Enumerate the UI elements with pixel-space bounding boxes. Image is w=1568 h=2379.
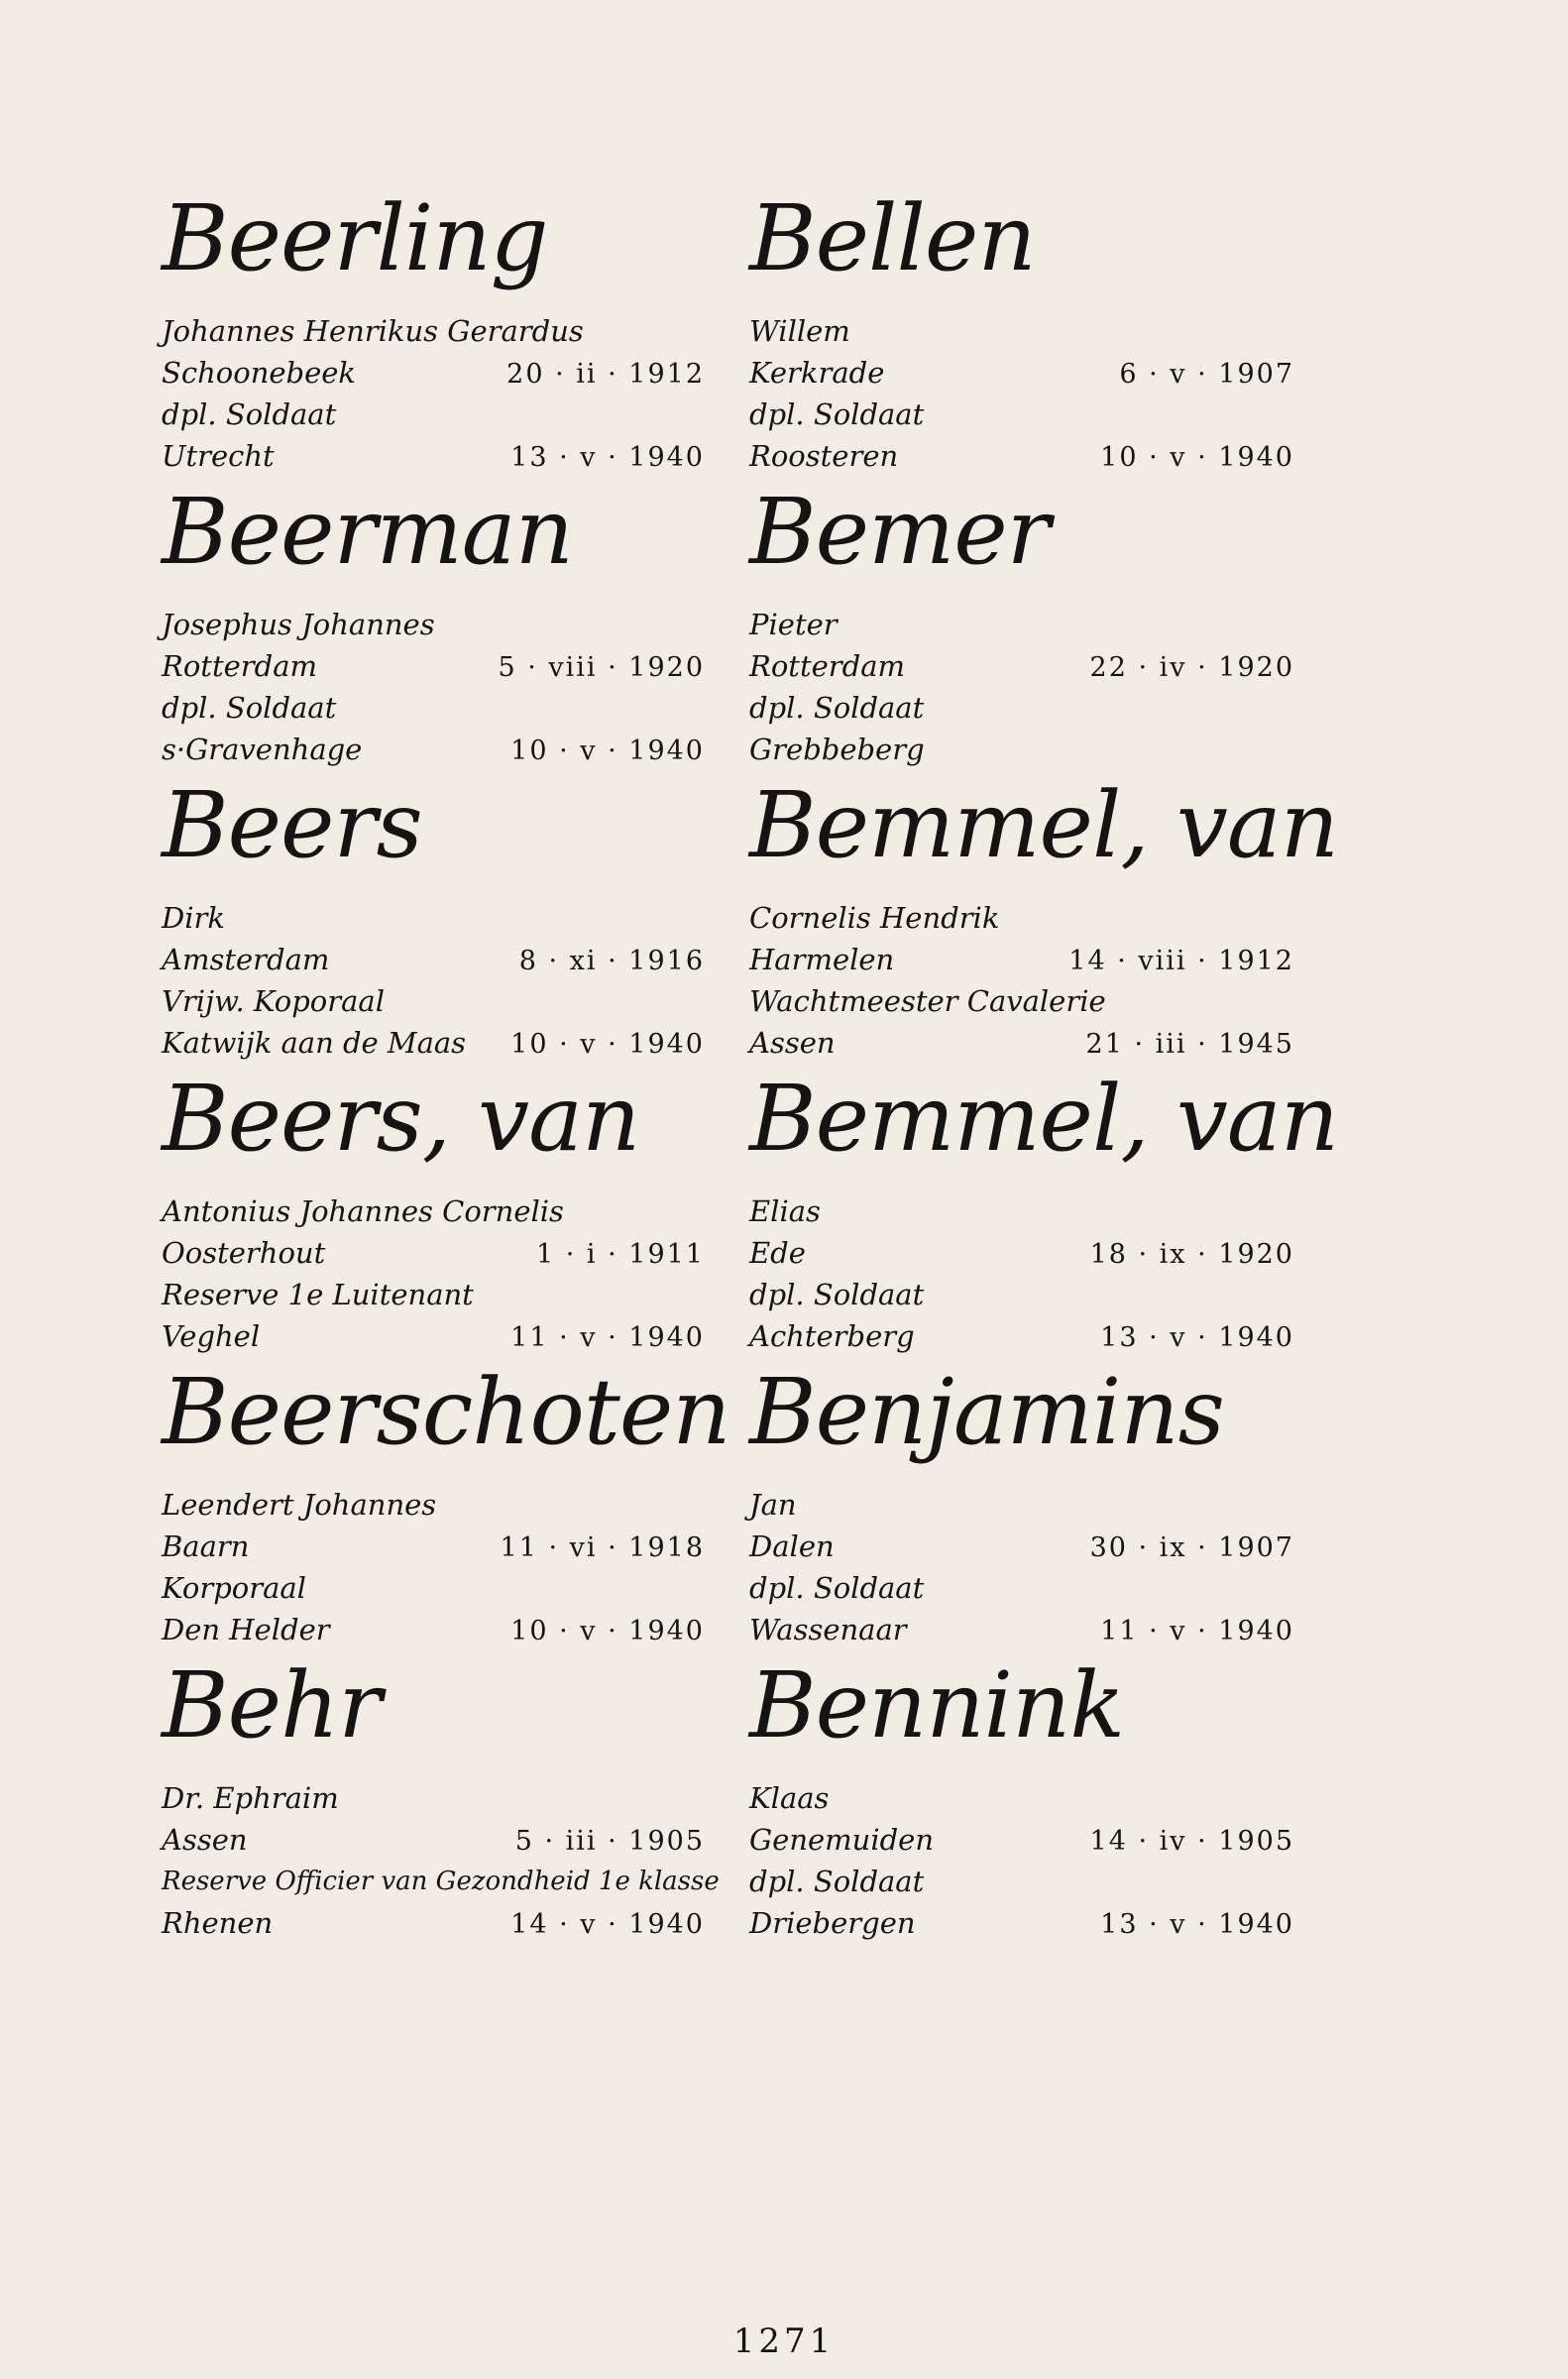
- death-place: Grebbeberg: [749, 733, 925, 766]
- birth-place: Rotterdam: [749, 649, 905, 683]
- birth-place: Genemuiden: [749, 1823, 935, 1857]
- death-line: [749, 1022, 1294, 1064]
- death-date: 10 · v · 1940: [510, 1029, 705, 1060]
- surname: Benjamins: [749, 1359, 1224, 1465]
- entry: [162, 1066, 705, 1367]
- death-date: 11 · v · 1940: [1100, 1616, 1294, 1646]
- surname: Bennink: [749, 1652, 1124, 1758]
- surname: Bellen: [749, 185, 1036, 291]
- birth-date: 5 · iii · 1905: [514, 1826, 705, 1857]
- given-names: Cornelis Hendrik: [749, 901, 1000, 935]
- death-date: 11 · v · 1940: [510, 1322, 705, 1353]
- birth-line: [749, 1232, 1294, 1274]
- birth-line: [749, 1526, 1294, 1567]
- surname: Bemer: [749, 479, 1050, 585]
- rank-line: [162, 980, 705, 1022]
- given-names: Antonius Johannes Cornelis: [162, 1194, 564, 1228]
- birth-line: [749, 352, 1294, 394]
- rank: Reserve Officier van Gezondheid 1e klasse: [162, 1867, 720, 1896]
- death-date: 10 · v · 1940: [510, 1616, 705, 1646]
- birth-place: Rotterdam: [162, 649, 317, 683]
- given-names-line: [162, 1484, 705, 1526]
- rank: Wachtmeester Cavalerie: [749, 984, 1106, 1018]
- death-place: Veghel: [162, 1319, 261, 1353]
- entry: [162, 185, 705, 487]
- death-place: Driebergen: [749, 1906, 916, 1940]
- given-names-line: [749, 1190, 1294, 1232]
- entry: [749, 772, 1338, 1074]
- given-names: Leendert Johannes: [162, 1488, 437, 1522]
- death-line: [749, 1315, 1294, 1357]
- birth-date: 6 · v · 1907: [1119, 359, 1294, 390]
- given-names-line: [162, 1190, 705, 1232]
- rank-line: [749, 1567, 1294, 1609]
- birth-place: Schoonebeek: [162, 356, 357, 390]
- rank-line: [749, 1274, 1294, 1315]
- death-place: Den Helder: [162, 1613, 330, 1646]
- given-names: Dirk: [162, 901, 225, 935]
- birth-place: Kerkrade: [749, 356, 885, 390]
- death-line: [162, 1022, 705, 1064]
- given-names: Johannes Henrikus Gerardus: [162, 314, 584, 348]
- death-place: Katwijk aan de Maas: [162, 1026, 467, 1060]
- birth-place: Baarn: [162, 1529, 250, 1563]
- rank: dpl. Soldaat: [749, 691, 925, 725]
- rank-line: [162, 394, 705, 435]
- birth-line: [162, 1526, 705, 1567]
- rank: dpl. Soldaat: [749, 1865, 925, 1898]
- page-number: 1271: [732, 2322, 836, 2361]
- birth-line: [749, 939, 1294, 980]
- birth-place: Amsterdam: [162, 943, 330, 976]
- birth-date: 18 · ix · 1920: [1089, 1239, 1294, 1270]
- death-place: Utrecht: [162, 439, 275, 473]
- birth-date: 1 · i · 1911: [535, 1239, 705, 1270]
- death-place: Achterberg: [749, 1319, 915, 1353]
- death-line: [162, 1315, 705, 1357]
- rank: Korporaal: [162, 1571, 306, 1605]
- left-column: [162, 185, 730, 1954]
- rank: dpl. Soldaat: [162, 691, 337, 725]
- birth-place: Harmelen: [749, 943, 895, 976]
- rank-line: [749, 394, 1294, 435]
- death-place: Assen: [749, 1026, 836, 1060]
- death-date: 13 · v · 1940: [510, 442, 705, 473]
- entry: [749, 1652, 1294, 1954]
- death-line: [749, 1609, 1294, 1650]
- birth-date: 20 · ii · 1912: [506, 359, 705, 390]
- death-line: [162, 1902, 705, 1944]
- birth-line: [749, 1819, 1294, 1861]
- death-place: Wassenaar: [749, 1613, 907, 1646]
- given-names: Willem: [749, 314, 850, 348]
- rank-line: [749, 1861, 1294, 1902]
- death-date: 21 · iii · 1945: [1085, 1029, 1294, 1060]
- birth-date: 14 · iv · 1905: [1089, 1826, 1294, 1857]
- rank-line: [749, 687, 1294, 729]
- rank-line: [162, 1567, 705, 1609]
- birth-place: Assen: [162, 1823, 248, 1857]
- birth-date: 11 · vi · 1918: [500, 1532, 705, 1563]
- death-line: [749, 729, 1294, 770]
- entry: [162, 1652, 720, 1954]
- death-line: [162, 435, 705, 477]
- death-line: [162, 1609, 705, 1650]
- birth-line: [162, 1232, 705, 1274]
- given-names: Elias: [749, 1194, 821, 1228]
- death-date: 13 · v · 1940: [1100, 1909, 1294, 1940]
- birth-line: [162, 352, 705, 394]
- rank: dpl. Soldaat: [749, 1278, 925, 1311]
- death-line: [749, 1902, 1294, 1944]
- given-names: Pieter: [749, 608, 838, 641]
- death-date: 10 · v · 1940: [1100, 442, 1294, 473]
- death-place: Rhenen: [162, 1906, 274, 1940]
- right-column: [749, 185, 1338, 1954]
- rank-line: [162, 1861, 720, 1902]
- surname: Bemmel, van: [749, 1066, 1338, 1172]
- given-names: Dr. Ephraim: [162, 1781, 339, 1815]
- rank: Reserve 1e Luitenant: [162, 1278, 474, 1311]
- death-date: 13 · v · 1940: [1100, 1322, 1294, 1353]
- rank-line: [162, 1274, 705, 1315]
- given-names-line: [749, 1777, 1294, 1819]
- given-names-line: [749, 1484, 1294, 1526]
- given-names: Klaas: [749, 1781, 830, 1815]
- entry: [162, 772, 705, 1074]
- surname: Beers, van: [162, 1066, 640, 1172]
- given-names-line: [162, 897, 705, 939]
- birth-line: [162, 645, 705, 687]
- death-date: 14 · v · 1940: [510, 1909, 705, 1940]
- birth-date: 22 · iv · 1920: [1089, 652, 1294, 683]
- entry: [749, 1066, 1338, 1367]
- surname: Beerling: [162, 185, 548, 291]
- death-date: 10 · v · 1940: [510, 736, 705, 766]
- surname: Beers: [162, 772, 422, 878]
- birth-line: [162, 1819, 705, 1861]
- given-names-line: [749, 310, 1294, 352]
- birth-place: Ede: [749, 1236, 806, 1270]
- entry: [749, 1359, 1294, 1660]
- surname: Beerschoten: [162, 1359, 730, 1465]
- birth-date: 5 · viii · 1920: [498, 652, 705, 683]
- rank: dpl. Soldaat: [749, 397, 925, 431]
- birth-line: [162, 939, 705, 980]
- given-names: Jan: [749, 1488, 797, 1522]
- entry: [749, 185, 1294, 487]
- rank: Vrijw. Koporaal: [162, 984, 385, 1018]
- death-line: [162, 729, 705, 770]
- given-names-line: [162, 1777, 705, 1819]
- given-names-line: [749, 604, 1294, 645]
- entry: [749, 479, 1294, 780]
- surname: Beerman: [162, 479, 573, 585]
- surname: Bemmel, van: [749, 772, 1338, 878]
- birth-date: 8 · xi · 1916: [518, 946, 705, 976]
- death-line: [749, 435, 1294, 477]
- given-names: Josephus Johannes: [162, 608, 435, 641]
- rank: dpl. Soldaat: [162, 397, 337, 431]
- rank-line: [162, 687, 705, 729]
- birth-place: Oosterhout: [162, 1236, 326, 1270]
- birth-line: [749, 645, 1294, 687]
- rank: dpl. Soldaat: [749, 1571, 925, 1605]
- birth-date: 30 · ix · 1907: [1089, 1532, 1294, 1563]
- given-names-line: [749, 897, 1294, 939]
- death-place: Roosteren: [749, 439, 899, 473]
- given-names-line: [162, 310, 705, 352]
- given-names-line: [162, 604, 705, 645]
- birth-date: 14 · viii · 1912: [1068, 946, 1294, 976]
- surname: Behr: [162, 1652, 382, 1758]
- birth-place: Dalen: [749, 1529, 835, 1563]
- rank-line: [749, 980, 1294, 1022]
- death-place: s·Gravenhage: [162, 733, 363, 766]
- entry: [162, 1359, 730, 1660]
- entry: [162, 479, 705, 780]
